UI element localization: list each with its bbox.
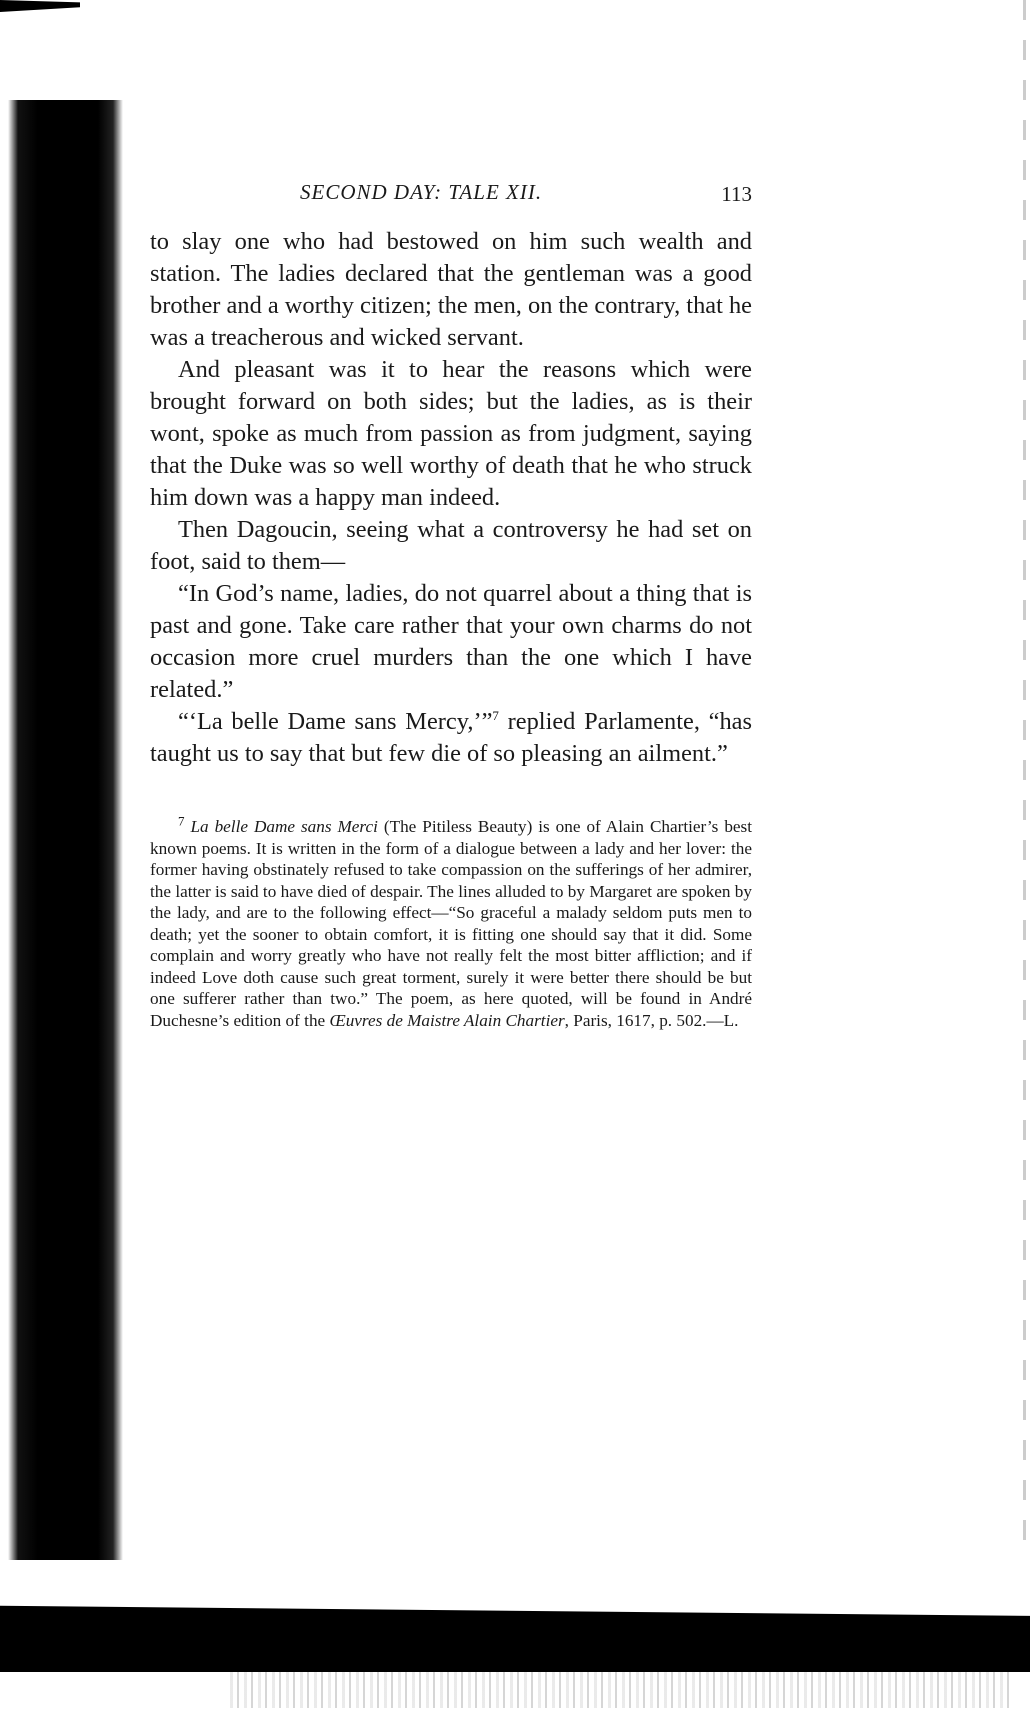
scan-left-shadow xyxy=(8,100,123,1560)
paragraph-2: And pleasant was it to hear the reasons which were brought forward on both sides; but the ladies, as is their wont, spoke as much from passion as from judgment, saying that the Duke was so well worthy of death that he who struck him down was a happy man indeed. xyxy=(150,356,752,511)
page-number: 113 xyxy=(721,182,752,206)
paragraph-5-rest: replied Parlamente, “has taught us to say that but few die of so pleasing an ailment.” xyxy=(150,708,752,767)
book-page xyxy=(150,180,752,1031)
paragraph-1: to slay one who had bestowed on him such wealth and station. The ladies declared that the gentleman was a good brother and a worthy citizen; the men, on the contrary, that he was a treacherous and wicked servant. xyxy=(150,228,752,351)
scan-bottom-noise xyxy=(230,1672,1010,1708)
running-head-title: SECOND DAY: TALE XII. xyxy=(300,180,543,204)
footnote xyxy=(150,813,753,1031)
scan-bottom-shadow xyxy=(0,1600,1030,1672)
paragraph-3: Then Dagoucin, seeing what a controversy he had set on foot, said to them— xyxy=(150,516,752,575)
footnote-work-title: Œuvres de Maistre Alain Chartier xyxy=(329,1010,565,1030)
running-head xyxy=(150,180,752,216)
paragraph-4: “In God’s name, ladies, do not quarrel about a thing that is past and gone. Take care rather that your own charms do not occasion more cruel murders than the one which I have related.” xyxy=(150,580,752,703)
paragraph-5 xyxy=(150,706,752,770)
footnote-reference: 7 xyxy=(492,707,499,723)
paragraph-5-quote: “‘La belle Dame sans Mercy,’” xyxy=(178,708,493,735)
footnote-number: 7 xyxy=(178,813,185,829)
scan-right-edge xyxy=(1023,0,1026,1560)
scan-top-mark xyxy=(0,0,80,12)
footnote-text-2: , Paris, 1617, p. 502.—L. xyxy=(564,1010,739,1030)
footnote-text-1: (The Pitiless Beauty) is one of Alain Chartier’s best known poems. It is written in the form of a dialogue between a lady and her lover: the former having obstinately refused to take compassion on the sufferings of her admirer, the latter is said to have died of despair. The lines alluded to by Margaret are spoken by the lady, and are to the following effect—“So graceful a malady seldom puts men to death; yet the sooner to obtain comfort, it is fitting one should say that it did. Some complain and worry greatly who have not really felt the most bitter affliction; and if indeed Love doth cause such great torment, surely it were better there should be but one sufferer rather than two.” The poem, as here quoted, will be found in André Duchesne’s edition of the xyxy=(150,817,753,1030)
footnote-poem-title: La belle Dame sans Merci xyxy=(190,817,378,836)
body-text xyxy=(150,226,752,770)
